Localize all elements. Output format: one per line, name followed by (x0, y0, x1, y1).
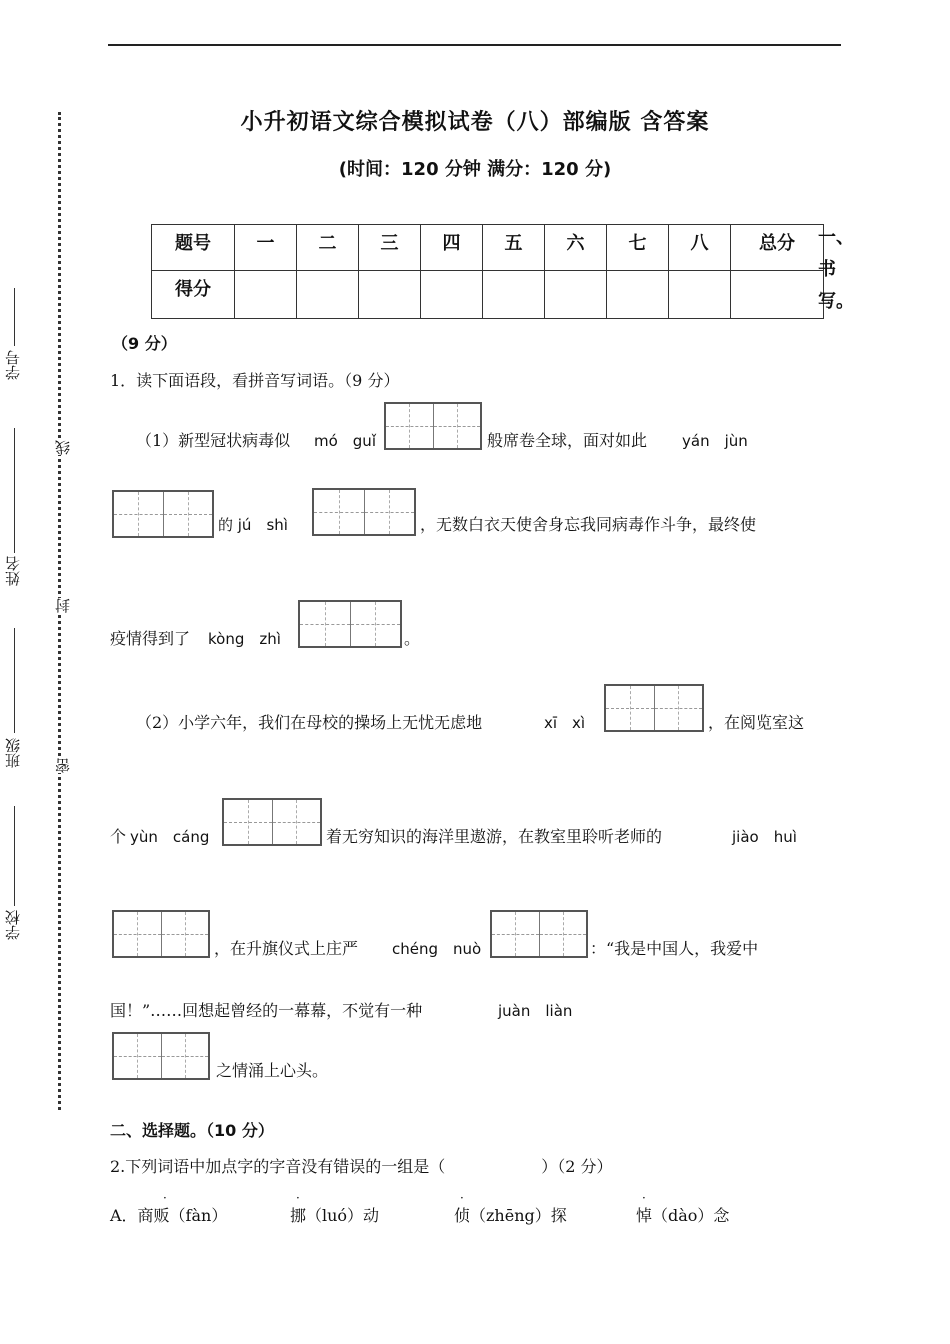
answer-grid-chengnuo[interactable] (490, 910, 588, 958)
answer-grid-juanlian[interactable] (112, 1032, 210, 1080)
p1-text-b: 般席卷全球，面对如此 (487, 431, 648, 450)
answer-grid-xixi[interactable] (604, 684, 704, 732)
emphasis-dot: · (460, 1191, 464, 1205)
pinyin-jushi: 的 jú shì (218, 516, 288, 534)
score-input-cell[interactable] (607, 271, 669, 319)
side-caption-line: 写。 (818, 291, 854, 312)
p2-text-d: 着无穷知识的海洋里遨游，在教室里聆听老师的 (326, 827, 663, 846)
option-a-word-4: 悼（dào）念 (636, 1206, 730, 1225)
pinyin-yanjun: yán jùn (682, 432, 748, 450)
p2-text-b: ，在阅览室这 (708, 713, 805, 732)
score-header-cell: 总分 (731, 225, 824, 271)
p1-text-e: 。 (404, 629, 421, 648)
exam-title: 小升初语文综合模拟试卷（八）部编版 含答案 (240, 110, 710, 135)
answer-grid-jushi[interactable] (312, 488, 416, 536)
score-header-cell: 六 (545, 225, 607, 271)
score-input-cell[interactable] (731, 271, 824, 319)
answer-grid-mogui[interactable] (384, 402, 482, 450)
p2-text-g: 国！”……回想起曾经的一幕幕，不觉有一种 (110, 1001, 423, 1020)
header-rule (108, 44, 841, 46)
option-a-word-1: A．商贩（fàn） (110, 1206, 228, 1225)
pinyin-chengnuo: chéng nuò (392, 940, 482, 958)
side-caption-line: 一、 (818, 227, 854, 248)
score-header-cell: 七 (607, 225, 669, 271)
seal-line-label: 线 (54, 440, 72, 455)
side-caption-line: 书 (818, 259, 836, 280)
exam-subtitle: (时间：120 分钟 满分：120 分) (338, 159, 612, 180)
pinyin-juanlian: juàn liàn (498, 1002, 573, 1020)
margin-underline (14, 806, 15, 906)
margin-underline (14, 428, 15, 553)
pinyin-yuncang: yùn cáng (130, 828, 210, 846)
score-input-cell[interactable] (483, 271, 545, 319)
score-input-cell[interactable] (421, 271, 483, 319)
p2-text-a: （2）小学六年，我们在母校的操场上无忧无虑地 (136, 713, 483, 732)
pinyin-jiaohui: jiào huì (732, 828, 797, 846)
section1-points: （9 分） (112, 334, 177, 353)
score-row-label: 得分 (152, 271, 235, 319)
section2-heading: 二、选择题。（10 分） (110, 1121, 274, 1140)
score-header-cell: 题号 (152, 225, 235, 271)
margin-underline (14, 288, 15, 346)
score-table (151, 224, 824, 319)
margin-field-class: 班级 (4, 738, 22, 768)
pinyin-xixi: xī xì (544, 714, 586, 732)
section1-heading-side (818, 222, 854, 318)
pinyin-mogui: mó guǐ (314, 432, 376, 450)
score-input-cell[interactable] (235, 271, 297, 319)
pinyin-kongzhi: kòng zhì (208, 630, 281, 648)
p1-text-d: 疫情得到了 (110, 629, 191, 648)
score-header-cell: 八 (669, 225, 731, 271)
emphasis-dot: · (163, 1191, 167, 1205)
answer-grid-yanjun[interactable] (112, 490, 214, 538)
seal-secret-label: 密 (54, 758, 72, 773)
score-input-cell[interactable] (545, 271, 607, 319)
p1-text-c: ，无数白衣天使舍身忘我同病毒作斗争，最终使 (420, 515, 757, 534)
p2-text-c: 个 (110, 827, 127, 846)
margin-field-name: 姓名 (4, 556, 22, 586)
score-header-cell: 四 (421, 225, 483, 271)
p1-text-a: （1）新型冠状病毒似 (136, 431, 291, 450)
score-input-cell[interactable] (669, 271, 731, 319)
option-a-word-2: 挪（luó）动 (290, 1206, 380, 1225)
answer-grid-yuncang[interactable] (222, 798, 322, 846)
question-1-prompt: 1．读下面语段，看拼音写词语。（9 分） (110, 371, 400, 390)
score-header-cell: 五 (483, 225, 545, 271)
margin-field-school: 学校 (4, 910, 22, 940)
emphasis-dot: · (296, 1191, 300, 1205)
option-a-word-3: 侦（zhēng）探 (454, 1206, 567, 1225)
score-header-cell: 三 (359, 225, 421, 271)
p2-text-f: ：“我是中国人，我爱中 (590, 939, 759, 958)
answer-grid-kongzhi[interactable] (298, 600, 402, 648)
p2-text-e: ，在升旗仪式上庄严 (214, 939, 359, 958)
p2-text-h: 之情涌上心头。 (216, 1061, 329, 1080)
score-input-cell[interactable] (297, 271, 359, 319)
score-input-cell[interactable] (359, 271, 421, 319)
answer-grid-jiaohui[interactable] (112, 910, 210, 958)
score-header-cell: 二 (297, 225, 359, 271)
emphasis-dot: · (642, 1191, 646, 1205)
margin-field-student-id: 学号 (4, 350, 22, 380)
margin-underline (14, 628, 15, 733)
seal-seal-label: 封 (54, 598, 72, 613)
score-header-cell: 一 (235, 225, 297, 271)
question-2-prompt: 2.下列词语中加点字的字音没有错误的一组是（ ）（2 分） (110, 1157, 613, 1176)
